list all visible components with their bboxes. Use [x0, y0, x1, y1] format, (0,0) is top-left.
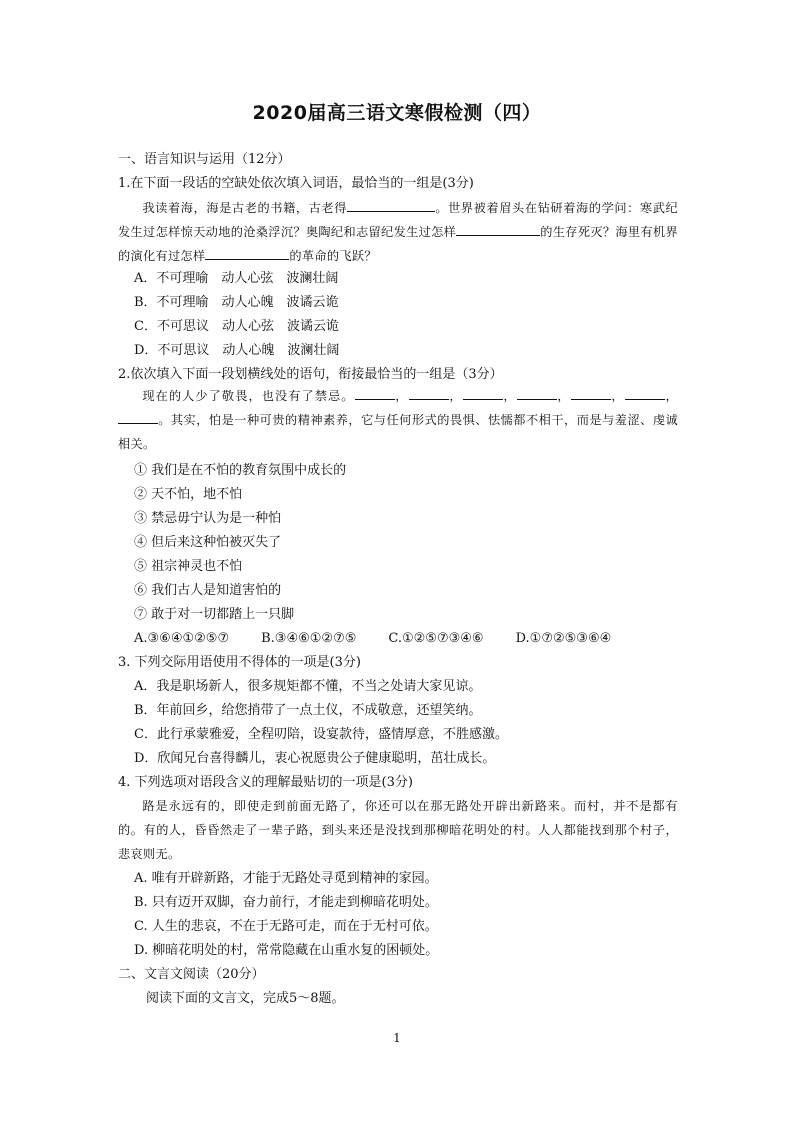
answer-option: B．年前回乡，给您捎带了一点土仪，不成敬意，还望笑纳。	[134, 703, 482, 718]
answer-option: A．我是职场新人，很多规矩都不懂，不当之处请大家见谅。	[134, 679, 482, 694]
answer-option: B.③④⑥①②⑦⑤	[261, 631, 357, 646]
separator: ，	[448, 389, 463, 403]
section-heading: 一、语言知识与运用（12分）	[118, 152, 291, 167]
separator: ，	[664, 389, 678, 403]
question-passage	[118, 384, 678, 456]
answer-blank	[347, 199, 435, 212]
statement-item: ⑤ 祖宗神灵也不怕	[134, 559, 243, 574]
question-stem: 1.在下面一段话的空缺处依次填入词语，最恰当的一组是(3分)	[118, 176, 474, 191]
answer-option: B. 只有迈开双脚，奋力前行，才能走到柳暗花明处。	[134, 895, 438, 910]
statement-item: ② 天不怕，地不怕	[134, 487, 243, 502]
answer-blank	[409, 387, 449, 400]
answer-option: C.①②⑤⑦③④⑥	[388, 631, 484, 646]
question-stem: 3. 下列交际用语使用不得体的一项是(3分)	[118, 655, 361, 670]
answer-option: D.①⑦②⑤③⑥④	[515, 631, 612, 646]
document-title: 2020届高三语文寒假检测（四）	[252, 102, 542, 124]
answer-option: A．不可理喻 动人心弦 波澜壮阔	[134, 271, 339, 286]
answer-blank	[463, 387, 503, 400]
answer-blank	[517, 387, 557, 400]
passage-text: 现在的人少了敬畏，也没有了禁忌。	[142, 389, 355, 403]
answer-option: A.③⑥④①②⑤⑦	[134, 631, 230, 646]
statement-item: ⑦ 敢于对一切都踏上一只脚	[134, 607, 295, 622]
page-number: 1	[393, 1031, 401, 1045]
passage-text: 的革命的飞跃？	[289, 249, 377, 263]
section-heading: 二、文言文阅读（20分）	[118, 967, 265, 982]
answer-option: C. 人生的悲哀，不在于无路可走，而在于无村可依。	[134, 919, 438, 934]
statement-item: ① 我们是在不怕的教育氛围中成长的	[134, 463, 347, 478]
question-passage	[118, 196, 678, 268]
answer-blank	[456, 223, 540, 236]
answer-blank	[118, 411, 158, 424]
passage-text: 。其实，怕是一种可贵的精神素养，它与任何形式的畏惧、怯懦都不相干，而是与羞涩、虔诚相关。	[118, 413, 678, 451]
separator: ，	[394, 389, 409, 403]
passage-text: 路是永远有的，即使走到前面无路了，你还可以在那无路处开辟出新路来。而村，并不是都有的。有的人，昏昏然走了一辈子路，到头来还是没找到那柳暗花明处的村。人人都能找到那个村子，悲哀则无。	[118, 799, 678, 861]
answer-option: D. 柳暗花明处的村，常常隐藏在山重水复的困顿处。	[134, 943, 439, 958]
answer-option: B．不可理喻 动人心魄 波谲云诡	[134, 295, 339, 310]
statement-item: ③ 禁忌毋宁认为是一种怕	[134, 511, 282, 526]
statement-item: ⑥ 我们古人是知道害怕的	[134, 583, 282, 598]
answer-option: D．欣闻兄台喜得麟儿，衷心祝愿贵公子健康聪明，茁壮成长。	[134, 751, 496, 766]
answer-option: D．不可思议 动人心魄 波澜壮阔	[134, 343, 340, 358]
passage-text: 的生存死灭？海里有机界的演化有过怎样	[118, 225, 678, 263]
answer-option: A. 唯有开辟新路，才能于无路处寻觅到精神的家园。	[134, 871, 438, 886]
passage-text: 。世界被着眉头在钻研着海的学问：寒武纪发生过怎样惊天动地的沧桑浮沉？奥陶纪和志留纪发生过怎样	[118, 201, 678, 239]
separator: ，	[502, 389, 517, 403]
answer-option: C．此行承蒙雅爱，全程叨陪，设宴款待，盛情厚意，不胜感激。	[134, 727, 508, 742]
separator: ，	[610, 389, 625, 403]
answer-options-row	[134, 630, 643, 648]
answer-blank	[205, 247, 289, 260]
separator: ，	[556, 389, 571, 403]
section-intro: 阅读下面的文言文，完成5～8题。	[146, 991, 345, 1006]
statement-item: ④ 但后来这种怕被灭失了	[134, 535, 282, 550]
question-stem: 2.依次填入下面一段划横线处的语句，衔接最恰当的一组是（3分）	[118, 367, 503, 382]
answer-blank	[571, 387, 611, 400]
answer-blank	[625, 387, 665, 400]
question-passage	[118, 794, 678, 866]
question-stem: 4. 下列选项对语段含义的理解最贴切的一项是(3分)	[118, 775, 413, 790]
answer-blank	[355, 387, 395, 400]
passage-text: 我读着海，海是古老的书籍，古老得	[142, 201, 348, 215]
answer-option: C．不可思议 动人心弦 波谲云诡	[134, 319, 339, 334]
